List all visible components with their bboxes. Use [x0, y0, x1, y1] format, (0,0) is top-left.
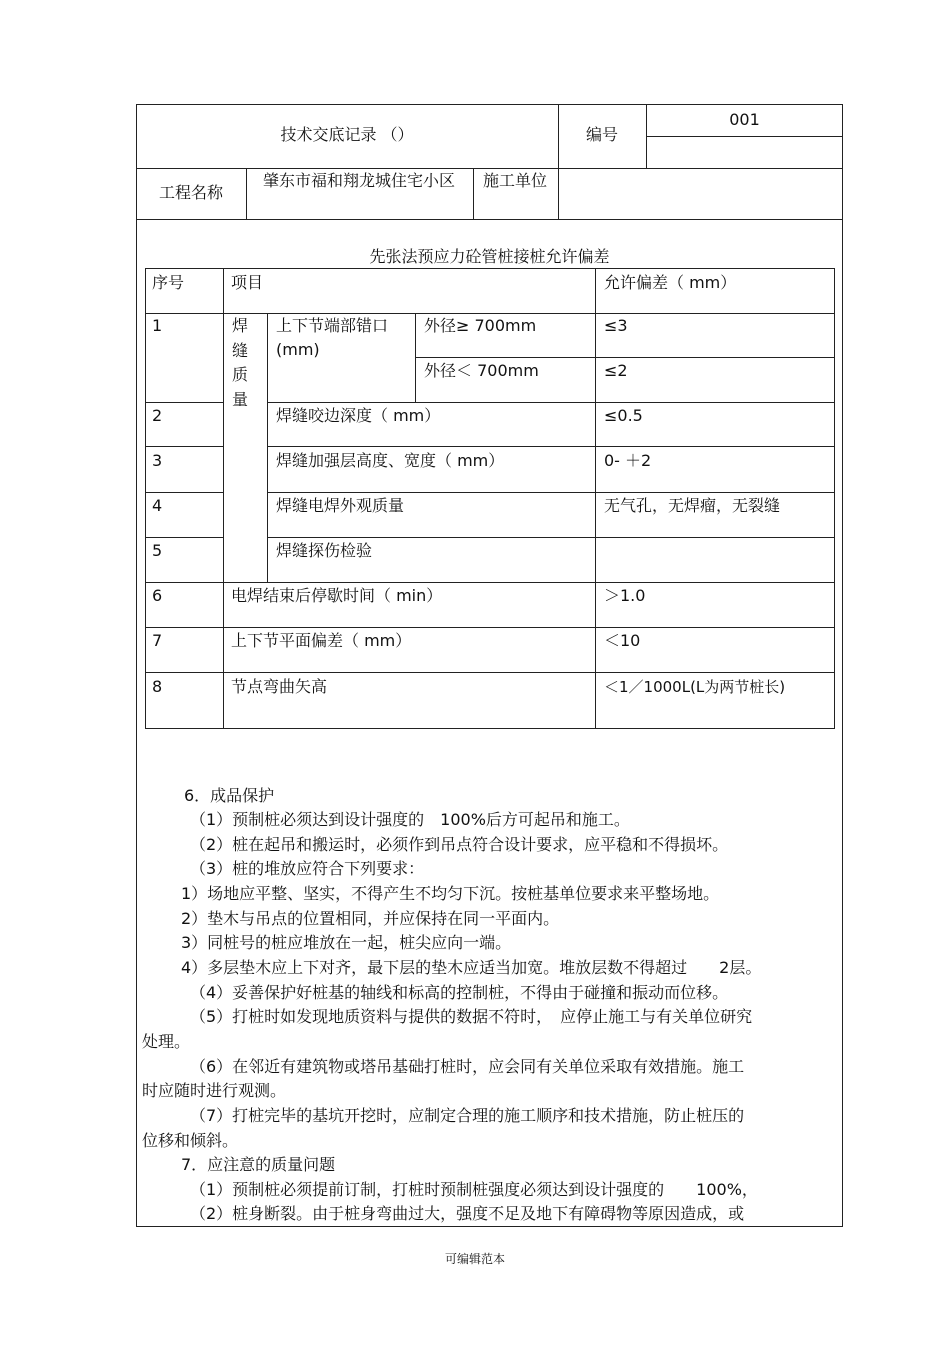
row-5-no: 5 [152, 541, 163, 560]
row-8-no: 8 [152, 677, 163, 696]
section-7-heading: 7．应注意的质量问题 [181, 1155, 336, 1174]
row-1-tol-large: ≤3 [604, 316, 628, 335]
row-7-tol: ＜10 [604, 631, 641, 650]
number-value: 001 [729, 110, 760, 129]
section-6-heading: 6．成品保护 [184, 786, 275, 805]
body-line: 2）垫木与吊点的位置相同，并应保持在同一平面内。 [181, 909, 560, 928]
col-header-tolerance: 允许偏差（ mm） [604, 273, 737, 292]
row-8-tol: ＜1／1000L(L为两节桩长) [604, 678, 786, 696]
row-4-item: 焊缝电焊外观质量 [276, 496, 405, 515]
weld-quality-group-label: 焊缝质量 [232, 316, 249, 409]
body-line: （2）桩在起吊和搬运时，必须作到吊点符合设计要求，应平稳和不得损坏。 [190, 835, 729, 854]
row-3-item: 焊缝加强层高度、宽度（ mm） [276, 451, 505, 470]
row-2-tol: ≤0.5 [604, 406, 643, 425]
row-7-item: 上下节平面偏差（ mm） [231, 631, 412, 650]
body-line: 4）多层垫木应上下对齐，最下层的垫木应适当加宽。堆放层数不得超过 2层。 [181, 958, 762, 977]
table-row-line [145, 582, 835, 583]
body-line: 3）同桩号的桩应堆放在一起，桩尖应向一端。 [181, 933, 512, 952]
col-header-no: 序号 [152, 273, 185, 292]
row-1-item: 上下节端部错口(mm) [276, 316, 389, 359]
table-row-line [145, 537, 223, 538]
table-row-line [267, 446, 835, 447]
table-col-line [415, 313, 416, 402]
body-line: 1）场地应平整、坚实，不得产生不均匀下沉。按桩基单位要求来平整场地。 [181, 884, 720, 903]
header-vline [246, 168, 247, 219]
table-row-line [267, 402, 835, 403]
row-1-no: 1 [152, 316, 163, 335]
row-8-item: 节点弯曲矢高 [231, 677, 328, 696]
row-6-tol: ＞1.0 [604, 586, 646, 605]
row-6-no: 6 [152, 586, 163, 605]
row-1-sub-large: 外径≥ 700mm [424, 316, 537, 335]
unit-label: 施工单位 [482, 171, 547, 190]
table-col-line [595, 268, 596, 729]
header-bottom-border [136, 219, 843, 220]
row-5-item: 焊缝探伤检验 [276, 541, 373, 560]
row-1-sub-small: 外径＜ 700mm [424, 361, 539, 380]
project-label: 工程名称 [158, 183, 223, 202]
body-line: （1）预制桩必须达到设计强度的 100%后方可起吊和施工。 [190, 810, 630, 829]
body-line: （6）在邻近有建筑物或塔吊基础打桩时，应会同有关单位采取有效措施。施工 [190, 1057, 745, 1076]
col-header-item: 项目 [231, 273, 264, 292]
table-col-line [267, 313, 268, 582]
table-row-line [415, 357, 835, 358]
tolerance-table-title: 先张法预应力砼管桩接桩允许偏差 [369, 247, 610, 266]
body-line: 时应随时进行观测。 [142, 1081, 287, 1100]
row-2-no: 2 [152, 406, 163, 425]
body-line: 位移和倾斜。 [142, 1131, 239, 1150]
header-vline [473, 168, 474, 219]
table-row-line [145, 492, 223, 493]
row-2-item: 焊缝咬边深度（ mm） [276, 406, 441, 425]
row-1-tol-small: ≤2 [604, 361, 628, 380]
body-line: （1）预制桩必须提前订制，打桩时预制桩强度必须达到设计强度的 100%， [190, 1180, 758, 1199]
project-value: 肇东市福和翔龙城住宅小区 [262, 171, 455, 190]
body-line: （3）桩的堆放应符合下列要求： [190, 859, 425, 878]
body-line: （2）桩身断裂。由于桩身弯曲过大，强度不足及地下有障碍物等原因造成，或 [190, 1204, 745, 1223]
table-row-line [145, 672, 835, 673]
header-vline [558, 168, 559, 219]
table-row-line [145, 627, 835, 628]
row-4-no: 4 [152, 496, 163, 515]
row-3-tol: 0- ＋2 [604, 451, 652, 470]
row-6-item: 电焊结束后停歇时间（ min） [231, 586, 443, 605]
body-line: （7）打桩完毕的基坑开挖时，应制定合理的施工顺序和技术措施，防止桩压的 [190, 1106, 745, 1125]
body-line: （4）妥善保护好桩基的轴线和标高的控制桩，不得由于碰撞和振动而位移。 [190, 983, 729, 1002]
page-footer: 可编辑范本 [444, 1252, 505, 1266]
record-title: 技术交底记录 （） [280, 125, 414, 144]
number-cell-divider [646, 136, 843, 137]
row-4-tol: 无气孔，无焊瘤，无裂缝 [604, 496, 781, 515]
row-7-no: 7 [152, 631, 163, 650]
table-col-line [223, 268, 224, 729]
table-row-line [145, 402, 223, 403]
body-line: 处理。 [142, 1032, 191, 1051]
number-label: 编号 [585, 125, 618, 144]
table-row-line [267, 537, 835, 538]
table-row-line [145, 446, 223, 447]
row-3-no: 3 [152, 451, 163, 470]
table-row-line [267, 492, 835, 493]
body-line: （5）打桩时如发现地质资料与提供的数据不符时， 应停止施工与有关单位研究 [190, 1007, 753, 1026]
